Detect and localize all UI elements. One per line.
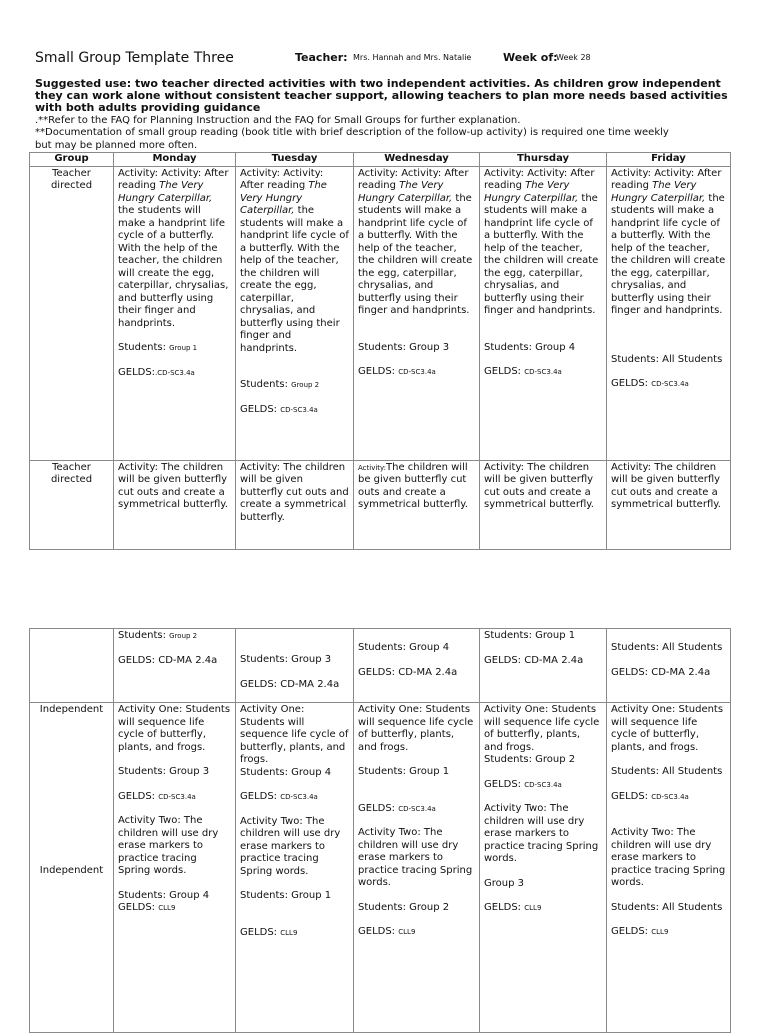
students-line: Students: All Students	[611, 353, 723, 365]
thursday-cell	[480, 703, 607, 1033]
gelds-line: GELDS: CD-MA 2.4a	[611, 666, 711, 678]
students-line: Students: Group 1	[240, 890, 332, 901]
gelds-line: GELDS: CD-MA 2.4a	[358, 666, 458, 678]
wednesday-cell: Activity:The children will be given butterfly cut outs and create a symmetrical butterfly.	[354, 460, 480, 549]
gelds-line: GELDS: CD-MA 2.4a	[484, 654, 584, 666]
students-line: Students: Group 2	[118, 630, 198, 641]
suggested-use-text: Suggested use: two teacher directed activities with two independent activities. As children grow independent they can work alone without consistent teacher support, allowing teachers to plan more needs based activities with both adults providing guidance	[35, 77, 728, 114]
gelds-line: GELDS: CLL9	[611, 926, 669, 937]
group-cell	[30, 629, 114, 703]
wednesday-cell	[354, 166, 480, 460]
group-line: Group 3	[484, 877, 524, 889]
tuesday-cell	[236, 166, 354, 460]
thursday-cell	[480, 629, 607, 703]
students-line: Students: Group 4	[484, 341, 576, 353]
students-line: Students: Group 3	[358, 341, 450, 353]
gelds-line: GELDS: CLL9	[118, 902, 176, 913]
activity-one-text: Activity One: Students will sequence life cycle of butterfly, plants, and frogs.	[240, 704, 349, 765]
activity-text: Activity: Activity: After reading The Very Hungry Caterpillar, the students will make a handprint life cycle of a butterfly. With the help of the teacher, the children will create the egg, caterpillar, chrysalias, and butterfly using their finger and handprints.	[358, 167, 473, 316]
activity-two-text: Activity Two: The children will use dry erase markers to practice tracing Spring words.	[118, 815, 219, 876]
students-line: Students: Group 3	[240, 654, 332, 665]
activity-one-text: Activity One: Students will sequence life cycle of butterfly, plants, and frogs.	[484, 704, 600, 753]
tuesday-cell	[236, 629, 354, 703]
teacher-value: Mrs. Hannah and Mrs. Natalie	[353, 53, 472, 62]
gelds-line: GELDS: CD-MA 2.4a	[240, 678, 340, 690]
activity-two-text: Activity Two: The children will use dry erase markers to practice tracing Spring words.	[484, 803, 599, 864]
page-title: Small Group Template Three	[35, 50, 234, 66]
col-header-thursday: Thursday	[480, 153, 607, 167]
activity-text: Activity: Activity: After reading The Very Hungry Caterpillar, the students will make a handprint life cycle of a butterfly. With the help of the teacher, the children will create the egg, caterpillar, chrysalias, and butterfly using their finger and handprints.	[611, 167, 726, 316]
students-line: Students: All Students	[611, 642, 723, 653]
page-header	[35, 50, 755, 70]
documentation-note-cont: but may be planned more often.	[35, 140, 198, 151]
col-header-tuesday: Tuesday	[236, 153, 354, 167]
students-line: Students: Group 1	[118, 342, 198, 353]
col-header-friday: Friday	[607, 153, 731, 167]
gelds-line: GELDS: CLL9	[484, 902, 542, 913]
wednesday-cell	[354, 629, 480, 703]
students-line: Students: Group 1	[484, 630, 576, 641]
gelds-line: GELDS: CLL9	[240, 926, 298, 938]
activity-one-text: Activity One: Students will sequence life cycle of butterfly, plants, and frogs.	[118, 704, 231, 753]
monday-cell	[114, 629, 236, 703]
activity-two-text: Activity Two: The children will use dry erase markers to practice tracing Spring words.	[240, 815, 341, 877]
activity-text: Activity: Activity: After reading The Very Hungry Caterpillar, the students will make a handprint life cycle of a butterfly. With the help of the teacher, the children will create the egg, caterpillar, chrysalias, and butterfly using their finger and handprints.	[484, 167, 599, 316]
gelds-line: GELDS: CD-SC3.4a	[240, 403, 318, 415]
wednesday-cell	[354, 703, 480, 1033]
tuesday-cell: Activity: The children will be given butterfly cut outs and create a symmetrical butterfly.	[236, 460, 354, 549]
table-row	[30, 703, 731, 1033]
students-line: Students: Group 4	[240, 766, 332, 778]
thursday-cell	[480, 166, 607, 460]
monday-cell	[114, 166, 236, 460]
activity-text: Activity: Activity: After reading The Very Hungry Caterpillar, the students will make a handprint life cycle of a butterfly. With the help of the teacher, the children will create the egg, caterpillar, chrysalias, and butterfly using their finger and handprints.	[240, 167, 349, 354]
activity-two-text: Activity Two: The children will use dry erase markers to practice tracing Spring words.	[358, 827, 473, 888]
students-line: Students: Group 2	[484, 754, 576, 765]
group-cell: Teacher directed	[30, 460, 114, 549]
students-line: Students: Group 4	[118, 889, 210, 901]
activity-text: Activity: Activity: After reading The Very Hungry Caterpillar, the students will make a handprint life cycle of a butterfly. With the help of the teacher, the children will create the egg, caterpillar, chrysalias, and butterfly using their finger and handprints.	[118, 167, 229, 329]
gelds-line: GELDS: CD-SC3.4a	[240, 791, 318, 802]
gelds-line: GELDS: CD-SC3.4a	[358, 802, 436, 814]
gelds-line: GELDS: CD-SC3.4a	[118, 790, 196, 802]
monday-cell: Activity: The children will be given butterfly cut outs and create a symmetrical butterfly.	[114, 460, 236, 549]
students-line: Students: Group 4	[358, 642, 450, 653]
activity-two-text: Activity Two: The children will use dry erase markers to practice tracing Spring words.	[611, 827, 726, 888]
gelds-line: GELDS: CD-SC3.4a	[611, 378, 689, 389]
tuesday-cell	[236, 703, 354, 1033]
students-line: Students: All Students	[611, 901, 723, 913]
gelds-line: GELDS: CD-SC3.4a	[484, 366, 562, 377]
table-row	[30, 629, 731, 703]
gelds-line: GELDS: CLL9	[358, 926, 416, 937]
friday-cell	[607, 703, 731, 1033]
gelds-line: GELDS: CD-MA 2.4a	[118, 654, 218, 666]
week-value: Week 28	[556, 53, 591, 62]
table-row	[30, 166, 731, 460]
faq-note: .**Refer to the FAQ for Planning Instruction and the FAQ for Small Groups for further explanation.	[35, 115, 521, 126]
table-header-row	[30, 153, 731, 167]
documentation-note: **Documentation of small group reading (book title with brief description of the follow-up activity) is required one time weekly	[35, 127, 669, 138]
students-line: Students: Group 2	[358, 901, 450, 913]
teacher-label: Teacher:	[295, 51, 348, 64]
students-line: Students: All Students	[611, 766, 723, 777]
activity-one-text: Activity One: Students will sequence life cycle of butterfly, plants, and frogs.	[611, 704, 724, 753]
gelds-line: GELDS:.CD-SC3.4a	[118, 366, 195, 378]
students-line: Students: Group 3	[118, 766, 210, 777]
col-header-group: Group	[30, 153, 114, 167]
group-cell: Teacher directed	[30, 166, 114, 460]
friday-cell	[607, 629, 731, 703]
gelds-line: GELDS: CD-SC3.4a	[611, 790, 689, 802]
thursday-cell: Activity: The children will be given butterfly cut outs and create a symmetrical butterfly.	[480, 460, 607, 549]
monday-cell	[114, 703, 236, 1033]
col-header-wednesday: Wednesday	[354, 153, 480, 167]
week-label: Week of:	[503, 51, 558, 64]
students-line: Students: Group 1	[358, 766, 450, 777]
gelds-line: GELDS: CD-SC3.4a	[358, 366, 436, 377]
group-cell: Independent Independent	[30, 703, 114, 1033]
col-header-monday: Monday	[114, 153, 236, 167]
schedule-table-bottom	[29, 628, 731, 1033]
students-line: Students: Group 2	[240, 379, 320, 390]
activity-one-text: Activity One: Students will sequence life cycle of butterfly, plants, and frogs.	[358, 704, 474, 753]
schedule-table-top	[29, 152, 731, 550]
friday-cell	[607, 166, 731, 460]
friday-cell: Activity: The children will be given butterfly cut outs and create a symmetrical butterfly.	[607, 460, 731, 549]
table-row	[30, 460, 731, 549]
gelds-line: GELDS: CD-SC3.4a	[484, 778, 562, 790]
